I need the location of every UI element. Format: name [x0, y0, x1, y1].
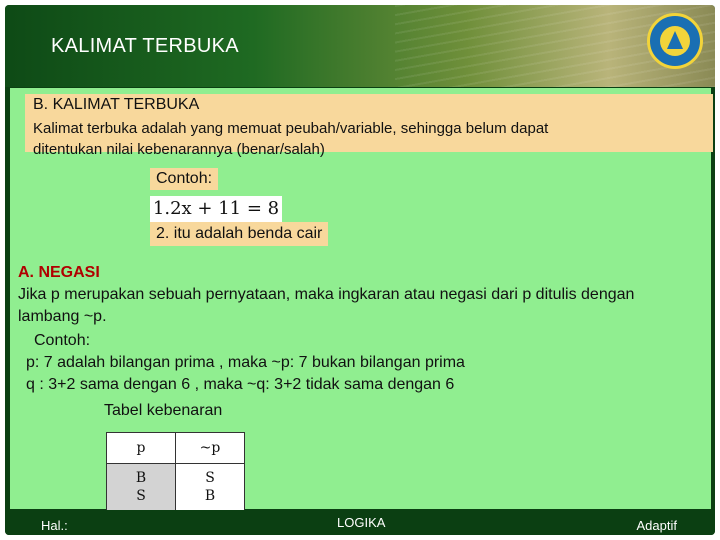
section-b-line-1: Kalimat terbuka adalah yang memuat peubah/variable, sehingga belum dapat — [33, 120, 549, 137]
cell-p-values — [107, 464, 176, 511]
example-formula: 1.2x + 11 = 8 — [150, 196, 282, 222]
section-a-line-2: lambang ~p. — [18, 308, 107, 325]
truth-table — [106, 432, 245, 511]
footer-topic: LOGIKA — [337, 515, 386, 530]
institution-logo-icon — [647, 13, 703, 69]
negation-example-2: q : 3+2 sama dengan 6 , maka ~q: 3+2 tidak sama dengan 6 — [26, 376, 455, 393]
negation-example-1: p: 7 adalah bilangan prima , maka ~p: 7 bukan bilangan prima — [26, 354, 465, 371]
cell-not-p-values — [176, 464, 245, 511]
slide-header — [5, 5, 715, 87]
slide-frame — [5, 5, 715, 535]
section-a-contoh-label: Contoh: — [34, 332, 91, 349]
section-b-contoh-label: Contoh: — [150, 168, 218, 190]
example-2-text: 2. itu adalah benda cair — [150, 222, 328, 246]
slide-title: KALIMAT TERBUKA — [51, 35, 239, 57]
section-b-heading: B. KALIMAT TERBUKA — [33, 96, 200, 113]
section-a-line-1: Jika p merupakan sebuah pernyataan, maka ingkaran atau negasi dari p ditulis dengan — [18, 286, 635, 303]
header-p: p — [107, 433, 176, 464]
cell-p-1: B — [135, 470, 147, 486]
footer-program: Adaptif — [636, 518, 677, 533]
section-a-heading: A. NEGASI — [18, 264, 100, 281]
cell-not-p-2: B — [204, 488, 216, 504]
slide-footer — [5, 510, 715, 535]
truth-table-body-row — [107, 464, 245, 511]
cell-not-p-1: S — [205, 470, 215, 486]
section-b-line-2: ditentukan nilai kebenarannya (benar/salah) — [33, 141, 325, 158]
page-number-label: Hal.: — [41, 518, 68, 533]
truth-table-header-row — [107, 433, 245, 464]
cell-p-2: S — [136, 488, 146, 504]
slide-content — [10, 88, 711, 509]
section-b-definition — [33, 118, 703, 160]
truth-table-title: Tabel kebenaran — [104, 402, 223, 419]
header-not-p: ~p — [176, 433, 245, 464]
section-a-negasi — [18, 262, 708, 328]
section-b-box — [25, 94, 713, 158]
